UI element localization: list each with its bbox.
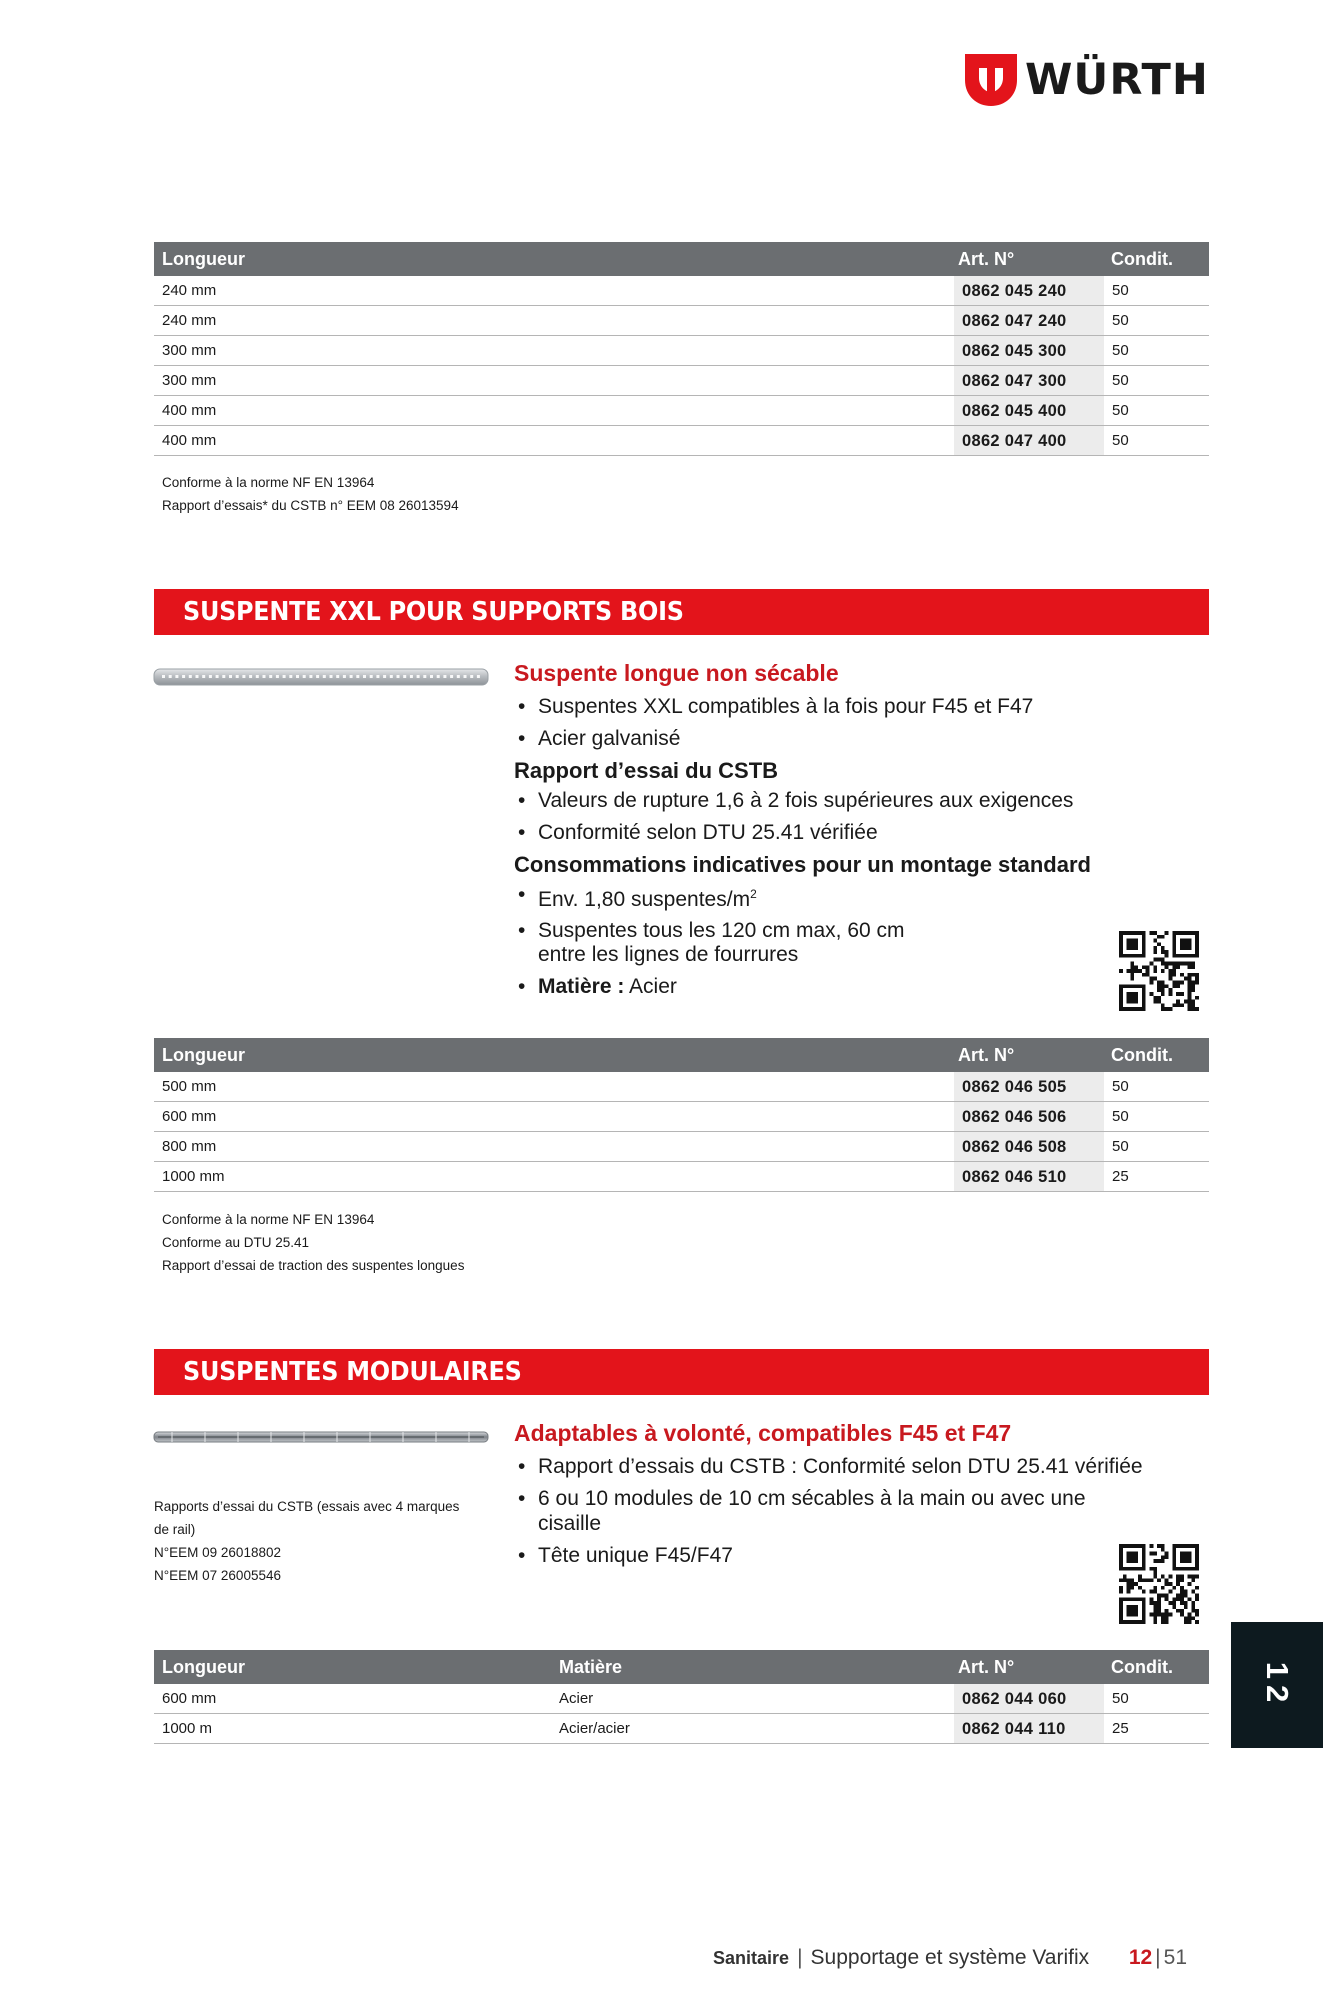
cell-length: 240 mm <box>162 312 217 329</box>
header-length: Longueur <box>162 249 245 269</box>
chapter-tab[interactable] <box>1231 1622 1323 1748</box>
wurth-logo <box>965 52 1210 108</box>
footer-page-separator: | <box>1155 1946 1161 1969</box>
header-cond: Condit. <box>1111 1045 1173 1065</box>
cell-length: 500 mm <box>162 1078 217 1095</box>
cell-art: 0862 045 400 <box>962 402 1067 420</box>
cell-art: 0862 045 240 <box>962 282 1067 300</box>
table-1-notes <box>162 471 459 517</box>
wurth-logo-icon <box>965 54 1017 106</box>
bullet-item: • Conformité selon DTU 25.41 vérifiée <box>514 820 1154 845</box>
header-art: Art. N° <box>958 1657 1015 1677</box>
section-2-side-notes <box>154 1495 459 1587</box>
cell-length: 800 mm <box>162 1138 217 1155</box>
cell-art: 0862 046 505 <box>962 1078 1067 1096</box>
qr-code-icon[interactable] <box>1119 931 1199 1011</box>
table-row <box>154 1714 1209 1744</box>
subheading: Rapport d’essai du CSTB <box>514 758 779 783</box>
bullet-item <box>514 919 1154 967</box>
table-row <box>154 396 1209 426</box>
cell-art: 0862 044 110 <box>962 1720 1066 1738</box>
bullet-item: • 6 ou 10 modules de 10 cm sécables à la main ou avec une cisaille <box>514 1486 1154 1536</box>
product-subtitle: Adaptables à volonté, compatibles F45 et F47 <box>514 1420 1012 1446</box>
cell-art: 0862 047 400 <box>962 432 1067 450</box>
table-1 <box>154 242 1209 456</box>
cell-cond: 25 <box>1112 1168 1129 1185</box>
cell-length: 400 mm <box>162 432 217 449</box>
note-line: Rapports d’essai du CSTB (essais avec 4 marques <box>154 1499 460 1514</box>
note-line: Rapport d’essais* du CSTB n° EEM 08 26013594 <box>162 498 459 513</box>
note-line: N°EEM 09 26018802 <box>154 1545 281 1560</box>
material-label: Matière : <box>538 975 625 998</box>
header-length: Longueur <box>162 1657 245 1677</box>
note-line: de rail) <box>154 1522 196 1537</box>
table-header <box>154 242 1209 276</box>
cell-length: 600 mm <box>162 1690 217 1707</box>
bullet-item: • Acier galvanisé <box>514 726 1154 751</box>
cell-cond: 50 <box>1112 1138 1129 1155</box>
bullet-text: entre les lignes de fourrures <box>538 943 799 966</box>
section-2-description <box>514 1420 1154 1575</box>
table-row <box>154 1684 1209 1714</box>
bullet-item <box>514 882 1154 912</box>
bullet-item <box>514 974 1154 999</box>
subheading: Consommations indicatives pour un montage standard <box>514 852 1091 877</box>
footer-section-number: 12 <box>1128 1946 1153 1969</box>
superscript: 2 <box>750 887 757 901</box>
chapter-number: 12 <box>1260 1661 1295 1709</box>
footer-page-number: 51 <box>1163 1946 1187 1969</box>
cell-art: 0862 047 240 <box>962 312 1067 330</box>
bullet-text: Env. 1,80 suspentes/m <box>538 888 751 911</box>
footer-separator: | <box>797 1946 803 1969</box>
table-row <box>154 1132 1209 1162</box>
brand-name: WÜRTH <box>1025 55 1209 105</box>
table-3 <box>154 1650 1209 1744</box>
cell-length: 300 mm <box>162 342 217 359</box>
table-header <box>154 1650 1209 1684</box>
cell-length: 1000 mm <box>162 1168 225 1185</box>
header-art: Art. N° <box>958 249 1015 269</box>
cell-cond: 50 <box>1112 312 1129 329</box>
table-2 <box>154 1038 1209 1192</box>
cell-length: 1000 m <box>162 1720 213 1737</box>
cell-cond: 50 <box>1112 282 1129 299</box>
note-line: N°EEM 07 26005546 <box>154 1568 281 1583</box>
section-1-description <box>514 660 1154 1006</box>
section-banner-modulaires <box>154 1349 1209 1395</box>
header-cond: Condit. <box>1111 249 1173 269</box>
suspente-modulaire-product-image <box>152 1424 490 1450</box>
bullet-item: • Suspentes XXL compatibles à la fois pour F45 et F47 <box>514 694 1154 719</box>
table-2-notes <box>162 1208 464 1277</box>
cell-art: 0862 047 300 <box>962 372 1067 390</box>
cell-art: 0862 046 510 <box>962 1168 1067 1186</box>
cell-cond: 50 <box>1112 432 1129 449</box>
cell-cond: 50 <box>1112 1690 1129 1707</box>
cell-art: 0862 046 506 <box>962 1108 1067 1126</box>
material-value: Acier <box>629 975 677 998</box>
bullet-item: • Valeurs de rupture 1,6 à 2 fois supérieures aux exigences <box>514 788 1154 813</box>
table-row <box>154 276 1209 306</box>
table-row <box>154 306 1209 336</box>
cell-art: 0862 044 060 <box>962 1690 1067 1708</box>
header-length: Longueur <box>162 1045 245 1065</box>
cell-cond: 50 <box>1112 342 1129 359</box>
footer-title: Supportage et système Varifix <box>810 1946 1090 1969</box>
footer-category: Sanitaire <box>713 1948 790 1968</box>
cell-cond: 25 <box>1112 1720 1129 1737</box>
table-row <box>154 426 1209 456</box>
cell-material: Acier <box>559 1690 594 1707</box>
cell-art: 0862 045 300 <box>962 342 1067 360</box>
cell-material: Acier/acier <box>559 1720 630 1737</box>
table-header <box>154 1038 1209 1072</box>
cell-length: 240 mm <box>162 282 217 299</box>
suspente-xxl-product-image <box>152 664 490 690</box>
table-row <box>154 1162 1209 1192</box>
table-row <box>154 1072 1209 1102</box>
product-subtitle: Suspente longue non sécable <box>514 660 839 686</box>
section-title: SUSPENTE XXL POUR SUPPORTS BOIS <box>183 597 684 627</box>
cell-length: 600 mm <box>162 1108 217 1125</box>
section-banner-xxl <box>154 589 1209 635</box>
note-line: Conforme à la norme NF EN 13964 <box>162 1212 375 1227</box>
note-line: Rapport d’essai de traction des suspentes longues <box>162 1258 465 1273</box>
header-cond: Condit. <box>1111 1657 1173 1677</box>
bullet-item: • Tête unique F45/F47 <box>514 1543 1154 1568</box>
cell-length: 300 mm <box>162 372 217 389</box>
note-line: Conforme au DTU 25.41 <box>162 1235 310 1250</box>
table-row <box>154 366 1209 396</box>
cell-art: 0862 046 508 <box>962 1138 1067 1156</box>
cell-length: 400 mm <box>162 402 217 419</box>
header-material: Matière <box>559 1657 623 1677</box>
bullet-text: Suspentes tous les 120 cm max, 60 cm <box>538 919 905 942</box>
cell-cond: 50 <box>1112 1108 1129 1125</box>
table-row <box>154 1102 1209 1132</box>
page-footer <box>713 1946 1187 1970</box>
header-art: Art. N° <box>958 1045 1015 1065</box>
section-title: SUSPENTES MODULAIRES <box>183 1357 522 1387</box>
note-line: Conforme à la norme NF EN 13964 <box>162 475 375 490</box>
cell-cond: 50 <box>1112 372 1129 389</box>
qr-code-icon[interactable] <box>1119 1544 1199 1624</box>
cell-cond: 50 <box>1112 1078 1129 1095</box>
table-row <box>154 336 1209 366</box>
cell-cond: 50 <box>1112 402 1129 419</box>
bullet-item: • Rapport d’essais du CSTB : Conformité selon DTU 25.41 vérifiée <box>514 1454 1154 1479</box>
